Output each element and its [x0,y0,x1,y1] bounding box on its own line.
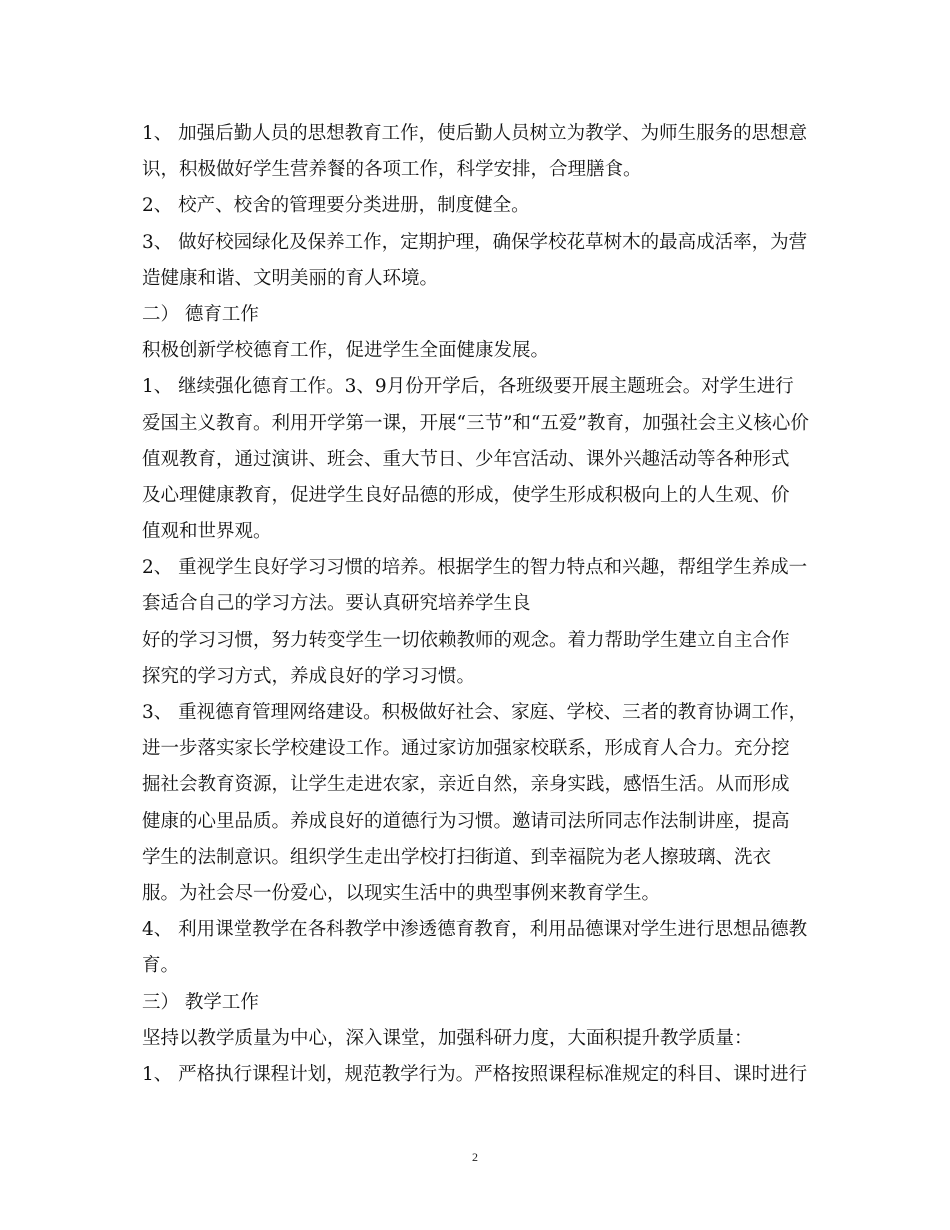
text-line: 造健康和谐、文明美丽的育人环境。 [142,267,439,289]
text-line: 二） 德育工作 [142,303,259,325]
text-line: 值观和世界观。 [142,521,272,543]
text-line: 2、 校产、校舍的管理要分类进册，制度健全。 [142,195,530,217]
text-line: 识，积极做好学生营养餐的各项工作，科学安排，合理膳食。 [142,159,642,181]
page-number: 2 [472,1150,478,1164]
text-line: 进一步落实家长学校建设工作。通过家访加强家校联系，形成育人合力。充分挖 [142,738,790,760]
text-line: 3、 做好校园绿化及保养工作，定期护理，确保学校花草树木的最高成活率，为营 [142,231,808,253]
text-line: 1、 继续强化德育工作。3、9月份开学后，各班级要开展主题班会。对学生进行 [142,376,794,398]
text-line: 探究的学习方式，养成良好的学习习惯。 [142,665,476,687]
text-line: 好的学习习惯，努力转变学生一切依赖教师的观念。着力帮助学生建立自主合作 [142,629,790,651]
text-line: 坚持以教学质量为中心，深入课堂，加强科研力度，大面积提升教学质量： [142,1027,753,1049]
text-line: 服。为社会尽一份爱心，以现实生活中的典型事例来教育学生。 [142,882,661,904]
text-line: 套适合自己的学习方法。要认真研究培养学生良 [142,593,531,615]
text-line: 1、 加强后勤人员的思想教育工作，使后勤人员树立为教学、为师生服务的思想意 [142,123,808,144]
text-line: 掘社会教育资源，让学生走进农家，亲近自然，亲身实践，感悟生活。从而形成 [142,774,790,796]
text-line: 健康的心里品质。养成良好的道德行为习惯。邀请司法所同志作法制讲座，提高 [142,810,790,832]
text-line: 1、 严格执行课程计划，规范教学行为。严格按照课程标准规定的科目、课时进行 [142,1063,808,1085]
text-line: 4、 利用课堂教学在各科教学中渗透德育教育，利用品德课对学生进行思想品德教 [142,919,808,941]
text-line: 2、 重视学生良好学习习惯的培养。根据学生的智力特点和兴趣，帮组学生养成一 [142,557,808,579]
text-line: 积极创新学校德育工作，促进学生全面健康发展。 [142,340,550,362]
text-line: 3、 重视德育管理网络建设。积极做好社会、家庭、学校、三者的教育协调工作， [142,702,808,723]
document-body [142,116,814,1093]
text-line: 及心理健康教育，促进学生良好品德的形成，使学生形成积极向上的人生观、价 [142,484,790,506]
text-line: 值观教育，通过演讲、班会、重大节日、少年宫活动、课外兴趣活动等各种形式 [142,448,790,470]
text-line: 学生的法制意识。组织学生走出学校打扫街道、到幸福院为老人擦玻璃、洗衣 [142,846,772,868]
text-line: 育。 [142,955,180,977]
text-line: 三） 教学工作 [142,991,259,1013]
text-line: 爱国主义教育。利用开学第一课，开展“三节”和“五爱”教育，加强社会主义核心价 [142,412,809,434]
